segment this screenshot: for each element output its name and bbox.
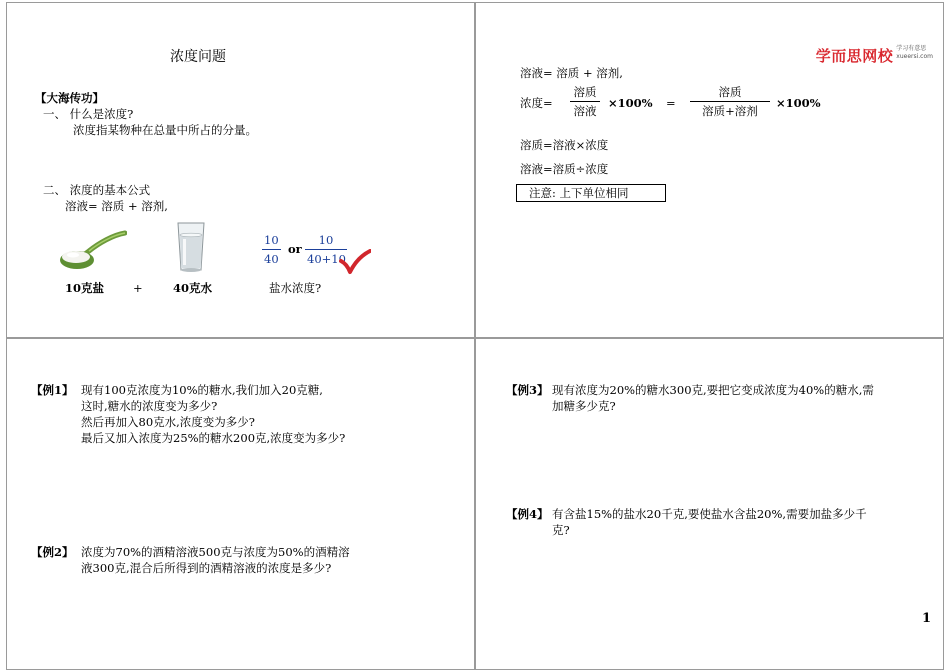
example-3-line-1: 现有浓度为20%的糖水300克,要把它变成浓度为40%的糖水,需: [552, 383, 874, 397]
example-3-line-2: 加糖多少克?: [552, 399, 616, 413]
checkmark-icon: [339, 249, 371, 275]
example-3-tag: 【例3】: [506, 383, 549, 397]
question-1: 一、 什么是浓度?: [43, 107, 134, 121]
basic-formula: 溶液= 溶质 + 溶剂,: [65, 199, 168, 213]
note-box: 注意: 上下单位相同: [516, 184, 666, 202]
slide-panel-intro: [6, 2, 475, 338]
plus-sign: +: [133, 281, 143, 295]
slide-panel-examples-3-4: [475, 338, 944, 670]
salt-label: 10克盐: [65, 281, 105, 295]
definition-text: 浓度指某物种在总量中所占的分量。: [73, 123, 257, 137]
spoon-salt-icon: [55, 229, 127, 273]
water-glass-icon: [175, 221, 207, 273]
formula-solution-division: 溶液=溶质÷浓度: [520, 162, 609, 176]
section-tag: 【大海传功】: [35, 91, 104, 105]
example-1-line-2: 这时,糖水的浓度变为多少?: [81, 399, 218, 413]
page-number: 1: [922, 611, 932, 626]
formula-solution: 溶液= 溶质 + 溶剂,: [520, 66, 623, 80]
or-text: or: [288, 242, 302, 256]
example-1-line-3: 然后再加入80克水,浓度变为多少?: [81, 415, 255, 429]
times-100-b: ×100%: [776, 96, 821, 110]
example-1-tag: 【例1】: [31, 383, 74, 397]
concentration-question: 盐水浓度?: [269, 281, 322, 295]
example-2-line-1: 浓度为70%的酒精溶液500克与浓度为50%的酒精溶: [81, 545, 350, 559]
example-2-line-2: 液300克,混合后所得到的酒精溶液的浓度是多少?: [81, 561, 332, 575]
example-2-tag: 【例2】: [31, 545, 74, 559]
concentration-label: 浓度=: [520, 96, 553, 110]
slide-panel-examples-1-2: [6, 338, 475, 670]
question-2: 二、 浓度的基本公式: [43, 183, 151, 197]
slide-title: 浓度问题: [170, 49, 226, 65]
fraction-solute-over-sum: 溶质 溶质+溶剂: [690, 85, 770, 118]
example-1-line-4: 最后又加入浓度为25%的糖水200克,浓度变为多少?: [81, 431, 346, 445]
water-label: 40克水: [173, 281, 213, 295]
slide-panel-formulas: [475, 2, 944, 338]
times-100-a: ×100%: [608, 96, 653, 110]
fraction-10-over-40: 10 40: [264, 233, 279, 266]
fraction-10-over-50: 10 40+10: [307, 233, 346, 266]
example-4-line-1: 有含盐15%的盐水20千克,要使盐水含盐20%,需要加盐多少千: [552, 507, 867, 521]
example-4-tag: 【例4】: [506, 507, 549, 521]
example-4-line-2: 克?: [552, 523, 570, 537]
fraction-solute-over-solution: 溶质 溶液: [570, 85, 600, 118]
formula-solute: 溶质=溶液×浓度: [520, 138, 609, 152]
example-1-line-1: 现有100克浓度为10%的糖水,我们加入20克糖,: [81, 383, 323, 397]
brand-logo: 学而思网校 学习有意思 xueersi.com: [815, 45, 933, 65]
equals-sign: =: [666, 96, 676, 110]
